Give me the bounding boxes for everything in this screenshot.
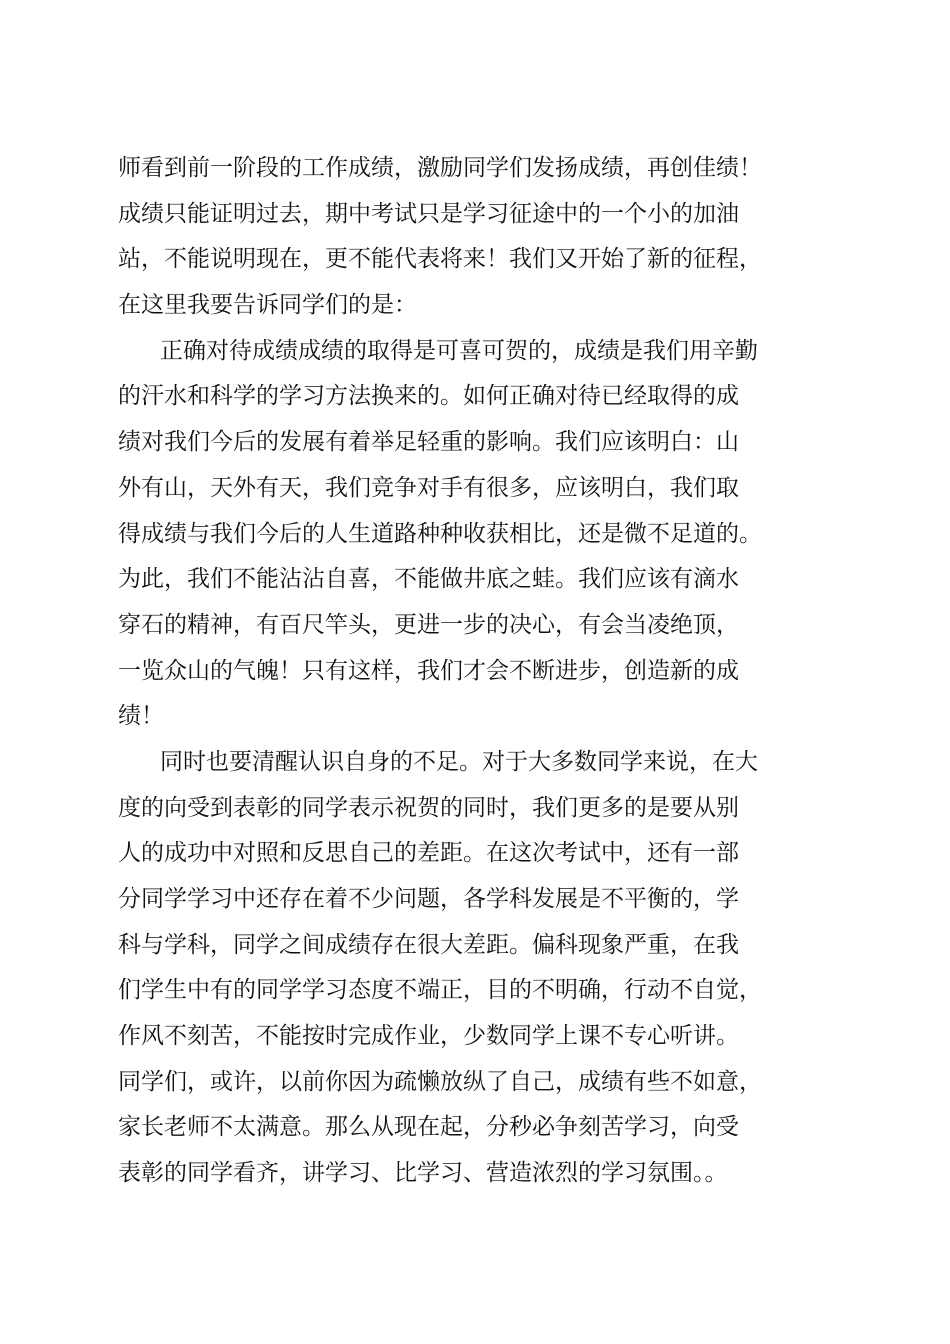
text-line: 的汗水和科学的学习方法换来的。如何正确对待已经取得的成 [118,383,739,410]
text-line: 绩！ [118,703,164,730]
text-line: 站，不能说明现在，更不能代表将来！我们又开始了新的征程， [118,246,762,273]
text-line: 得成绩与我们今后的人生道路种种收获相比，还是微不足道的。 [118,520,762,547]
text-line: 外有山，天外有天，我们竞争对手有很多，应该明白，我们取 [118,474,739,501]
paragraph-first-line: 同时也要清醒认识自身的不足。对于大多数同学来说，在大 [160,748,758,775]
text-line: 成绩只能证明过去，期中考试只是学习征途中的一个小的加油 [118,200,739,227]
text-line: 在这里我要告诉同学们的是： [118,292,417,319]
text-line: 表彰的同学看齐，讲学习、比学习、营造浓烈的学习氛围。。 [118,1160,728,1187]
text-line: 师看到前一阶段的工作成绩，激励同学们发扬成绩，再创佳绩！ [118,155,762,181]
text-line: 一览众山的气魄！只有这样，我们才会不断进步，创造新的成 [118,657,739,684]
text-line: 绩对我们今后的发展有着举足轻重的影响。我们应该明白：山 [118,429,739,456]
text-line: 分同学学习中还存在着不少问题，各学科发展是不平衡的，学 [118,886,739,912]
text-line: 度的向受到表彰的同学表示祝贺的同时，我们更多的是要从别 [118,794,739,821]
text-line: 为此，我们不能沾沾自喜，不能做井底之蛙。我们应该有滴水 [118,566,739,593]
text-line: 人的成功中对照和反思自己的差距。在这次考试中，还有一部 [118,840,739,867]
text-line: 作风不刻苦，不能按时完成作业，少数同学上课不专心听讲。 [118,1023,739,1050]
text-line: 家长老师不太满意。那么从现在起，分秒必争刻苦学习，向受 [118,1114,739,1141]
text-line: 同学们，或许，以前你因为疏懒放纵了自己，成绩有些不如意， [118,1068,762,1095]
document-body [118,146,858,1197]
paragraph-first-line: 正确对待成绩成绩的取得是可喜可贺的，成绩是我们用辛勤 [160,337,758,364]
text-line: 穿石的精神，有百尺竿头，更进一步的决心，有会当凌绝顶， [118,611,739,638]
text-line: 科与学科，同学之间成绩存在很大差距。偏科现象严重，在我 [118,931,739,958]
text-line: 们学生中有的同学学习态度不端正，目的不明确，行动不自觉， [118,977,762,1004]
